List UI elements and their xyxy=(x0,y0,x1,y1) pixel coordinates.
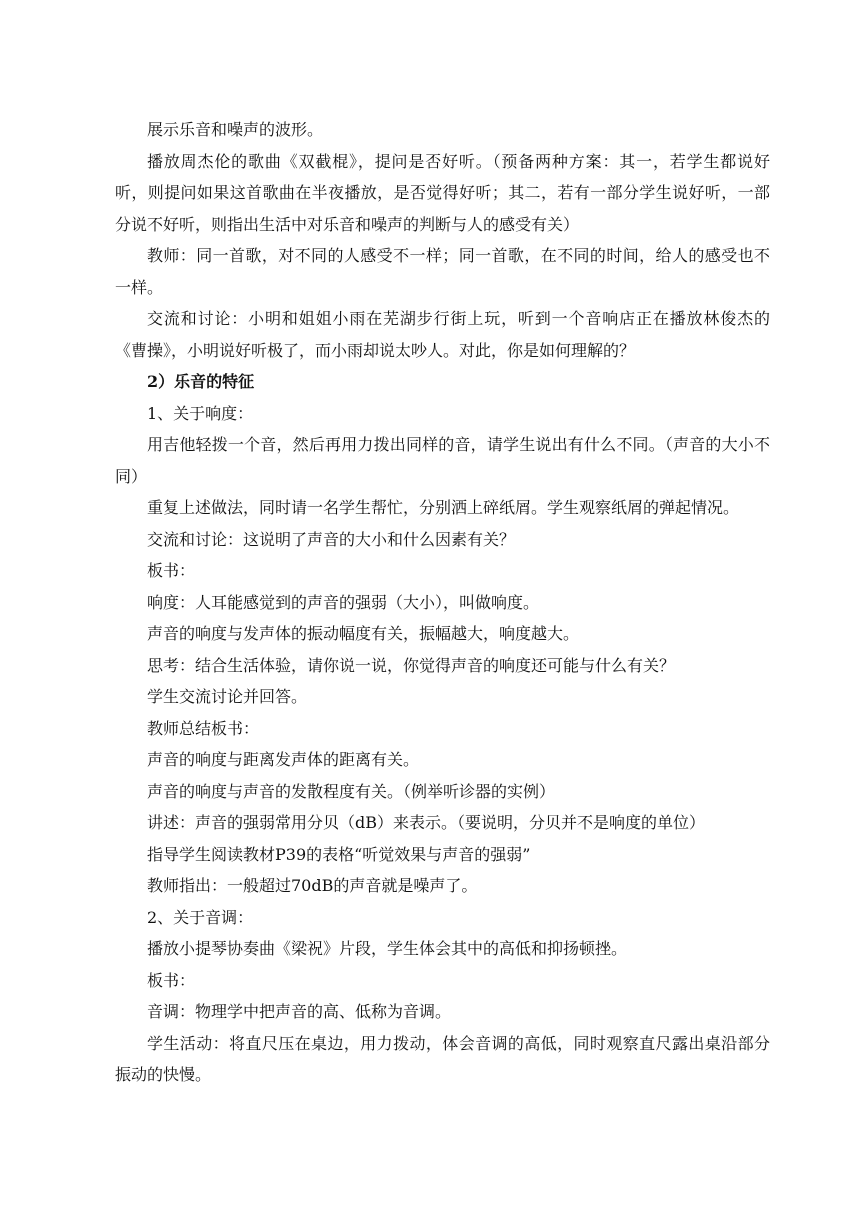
paragraph: 用吉他轻拨一个音，然后再用力拨出同样的音，请学生说出有什么不同。（声音的大小不同） xyxy=(115,435,770,486)
subsection-heading: 1、关于响度： xyxy=(147,403,254,423)
paragraph: 板书： xyxy=(147,970,196,990)
paragraph: 展示乐音和噪声的波形。 xyxy=(147,120,324,139)
paragraph: 音调：物理学中把声音的高、低称为音调。 xyxy=(147,1002,452,1021)
paragraph: 声音的响度与距离发声体的距离有关。 xyxy=(147,750,420,769)
paragraph: 播放小提琴协奏曲《梁祝》片段，学生体会其中的高低和抑扬顿挫。 xyxy=(147,939,628,958)
section-heading: 2）乐音的特征 xyxy=(147,372,255,391)
paragraph: 声音的响度与声音的发散程度有关。（例举听诊器的实例） xyxy=(147,781,556,801)
paragraph: 交流和讨论：小明和姐姐小雨在芜湖步行街上玩，听到一个音响店正在播放林俊杰的《曹操》，小明说好听极了，而小雨却说太吵人。对此，你是如何理解的？ xyxy=(115,309,770,360)
paragraph: 讲述：声音的强弱常用分贝（dB）来表示。（要说明，分贝并不是响度的单位） xyxy=(147,813,706,832)
paragraph: 重复上述做法，同时请一名学生帮忙，分别洒上碎纸屑。学生观察纸屑的弹起情况。 xyxy=(147,498,740,517)
paragraph: 教师指出：一般超过70dB的声音就是噪声了。 xyxy=(147,876,478,895)
paragraph: 响度：人耳能感觉到的声音的强弱（大小），叫做响度。 xyxy=(147,592,540,612)
paragraph: 学生交流讨论并回答。 xyxy=(147,687,308,706)
paragraph: 交流和讨论：这说明了声音的大小和什么因素有关？ xyxy=(147,529,516,549)
subsection-heading: 2、关于音调： xyxy=(147,907,254,927)
paragraph: 教师总结板书： xyxy=(147,718,260,738)
paragraph: 声音的响度与发声体的振动幅度有关，振幅越大，响度越大。 xyxy=(147,624,580,643)
paragraph: 学生活动：将直尺压在桌边，用力拨动，体会音调的高低，同时观察直尺露出桌沿部分振动的快慢。 xyxy=(115,1033,770,1084)
paragraph: 播放周杰伦的歌曲《双截棍》，提问是否好听。（预备两种方案：其一，若学生都说好听，则提问如果这首歌曲在半夜播放，是否觉得好听；其二，若有一部分学生说好听，一部分说不好听，则指出生活中对乐音和噪声的判断与人的感受有关） xyxy=(115,151,770,234)
paragraph: 板书： xyxy=(147,561,196,580)
paragraph: 思考：结合生活体验，请你说一说，你觉得声音的响度还可能与什么有关？ xyxy=(147,655,676,675)
paragraph: 教师：同一首歌，对不同的人感受不一样；同一首歌，在不同的时间，给人的感受也不一样。 xyxy=(115,246,770,297)
document-body xyxy=(115,114,770,1091)
paragraph: 指导学生阅读教材P39的表格“听觉效果与声音的强弱” xyxy=(147,844,531,864)
